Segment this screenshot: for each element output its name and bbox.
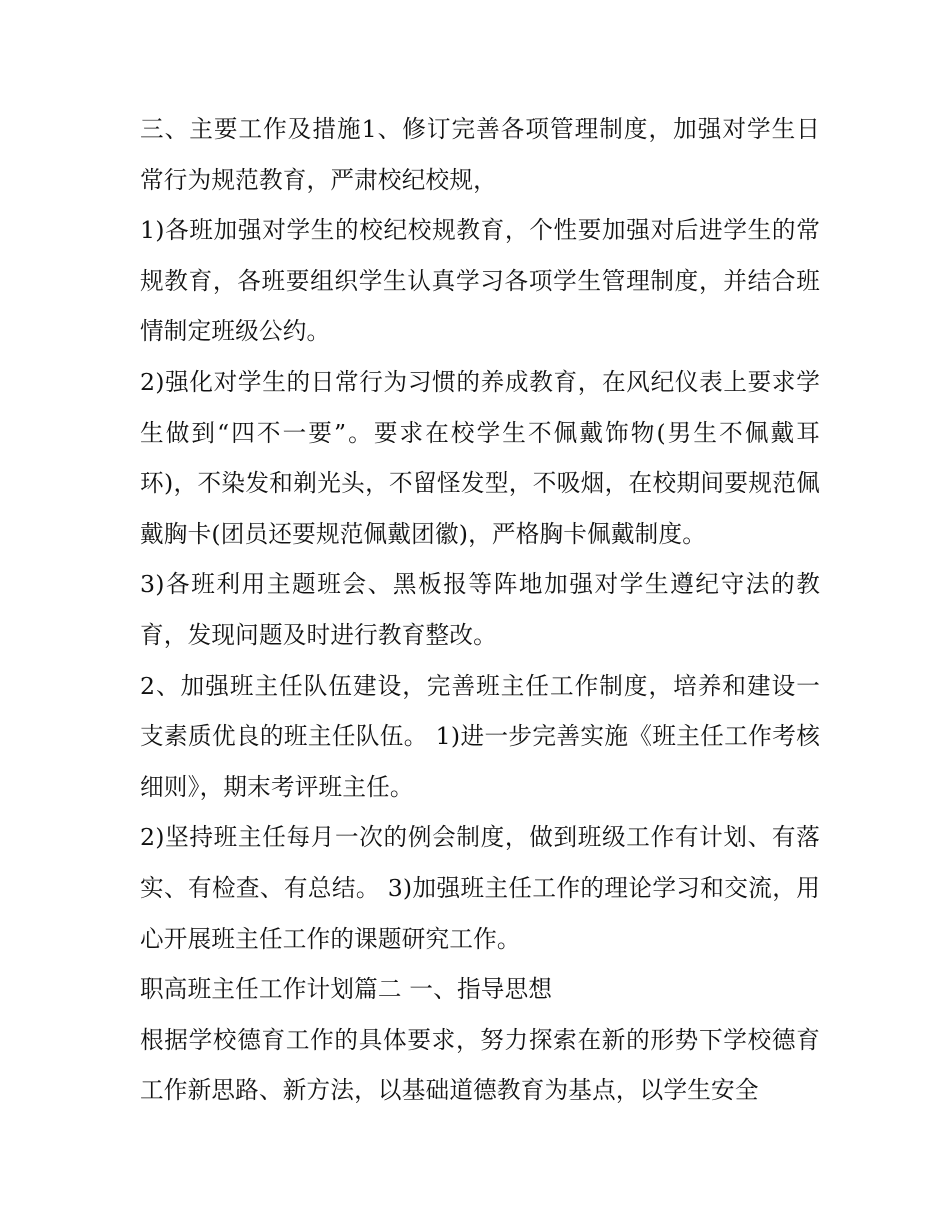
paragraph-teacher-team: 2、加强班主任队伍建设，完善班主任工作制度，培养和建设一支素质优良的班主任队伍。 1)进一步完善实施《班主任工作考核细则》，期末考评班主任。 [140, 671, 820, 801]
section-heading-part-two: 职高班主任工作计划篇二 一、指导思想 [140, 975, 553, 1004]
document-body [140, 104, 820, 1116]
paragraph-monthly-meetings: 2)坚持班主任每月一次的例会制度，做到班级工作有计划、有落实、有检查、有总结。 3)加强班主任工作的理论学习和交流，用心开展班主任工作的课题研究工作。 [140, 823, 820, 953]
paragraph-measures-intro: 三、主要工作及措施1、修订完善各项管理制度，加强对学生日常行为规范教育，严肃校纪校规， [140, 115, 820, 194]
paragraph-item-3-class-meetings: 3)各班利用主题班会、黑板报等阵地加强对学生遵纪守法的教育，发现问题及时进行教育整改。 [140, 570, 820, 649]
paragraph-item-1-discipline: 1)各班加强对学生的校纪校规教育，个性要加强对后进学生的常规教育，各班要组织学生认真学习各项学生管理制度，并结合班情制定班级公约。 [140, 216, 820, 346]
paragraph-guiding-thought: 根据学校德育工作的具体要求，努力探索在新的形势下学校德育工作新思路、新方法，以基础道德教育为基点，以学生安全 [140, 1025, 820, 1105]
paragraph-item-2-habits: 2)强化对学生的日常行为习惯的养成教育，在风纪仪表上要求学生做到“四不一要”。要求在校学生不佩戴饰物(男生不佩戴耳环)，不染发和剃光头，不留怪发型，不吸烟，在校期间要规范佩戴胸卡(团员还要规范佩戴团徽)，严格胸卡佩戴制度。 [140, 367, 820, 548]
